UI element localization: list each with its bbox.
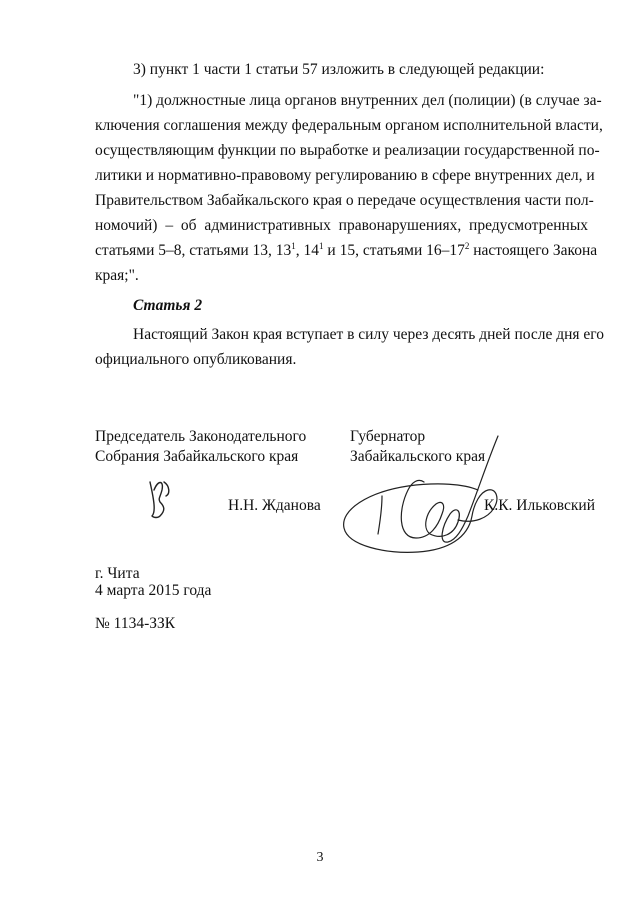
quote-part: настоящего Закона	[469, 242, 598, 259]
item-3-text: 3) пункт 1 части 1 статьи 57 изложить в следующей редакции:	[133, 61, 545, 78]
date: 4 марта 2015 года	[95, 582, 212, 599]
chairman-name: Н.Н. Жданова	[228, 497, 321, 514]
governor-title-line: Забайкальского края	[350, 448, 486, 465]
quote-line: осуществляющим функции по выработке и реализации государственной по-	[95, 142, 600, 159]
governor-name: К.К. Ильковский	[484, 497, 596, 514]
chairman-signature	[140, 472, 180, 522]
law-number: № 1134-ЗЗК	[95, 615, 176, 632]
quote-part: , 14	[295, 242, 320, 259]
quote-line: литики и нормативно-правовому регулированию в сфере внутренних дел, и	[95, 167, 595, 184]
city: г. Чита	[95, 565, 140, 582]
article-text-line: официального опубликования.	[95, 351, 297, 368]
quote-line: ключения соглашения между федеральным органом исполнительной власти,	[95, 117, 603, 134]
quote-line: "1) должностные лица органов внутренних дел (полиции) (в случае за-	[133, 92, 602, 109]
quote-part: статьями 5–8, статьями 13, 13	[95, 242, 292, 259]
quote-part: и 15, статьями 16–17	[323, 242, 465, 259]
article-heading: Статья 2	[133, 297, 203, 314]
article-text-line: Настоящий Закон края вступает в силу через десять дней после дня его	[133, 326, 605, 343]
chairman-title-line: Председатель Законодательного	[95, 428, 307, 445]
quote-line-with-superscripts	[95, 240, 598, 262]
chairman-title-line: Собрания Забайкальского края	[95, 448, 299, 465]
superscript: 1	[319, 241, 324, 251]
page-number: 3	[316, 850, 324, 865]
superscript: 1	[291, 241, 296, 251]
quote-line: Правительством Забайкальского края о передаче осуществления части пол-	[95, 192, 594, 209]
quote-end: края;".	[95, 267, 139, 284]
governor-signature	[338, 430, 518, 560]
quote-line: номочий) – об административных правонарушениях, предусмотренных	[95, 217, 588, 234]
superscript: 2	[464, 241, 470, 251]
governor-title-line: Губернатор	[350, 428, 426, 445]
